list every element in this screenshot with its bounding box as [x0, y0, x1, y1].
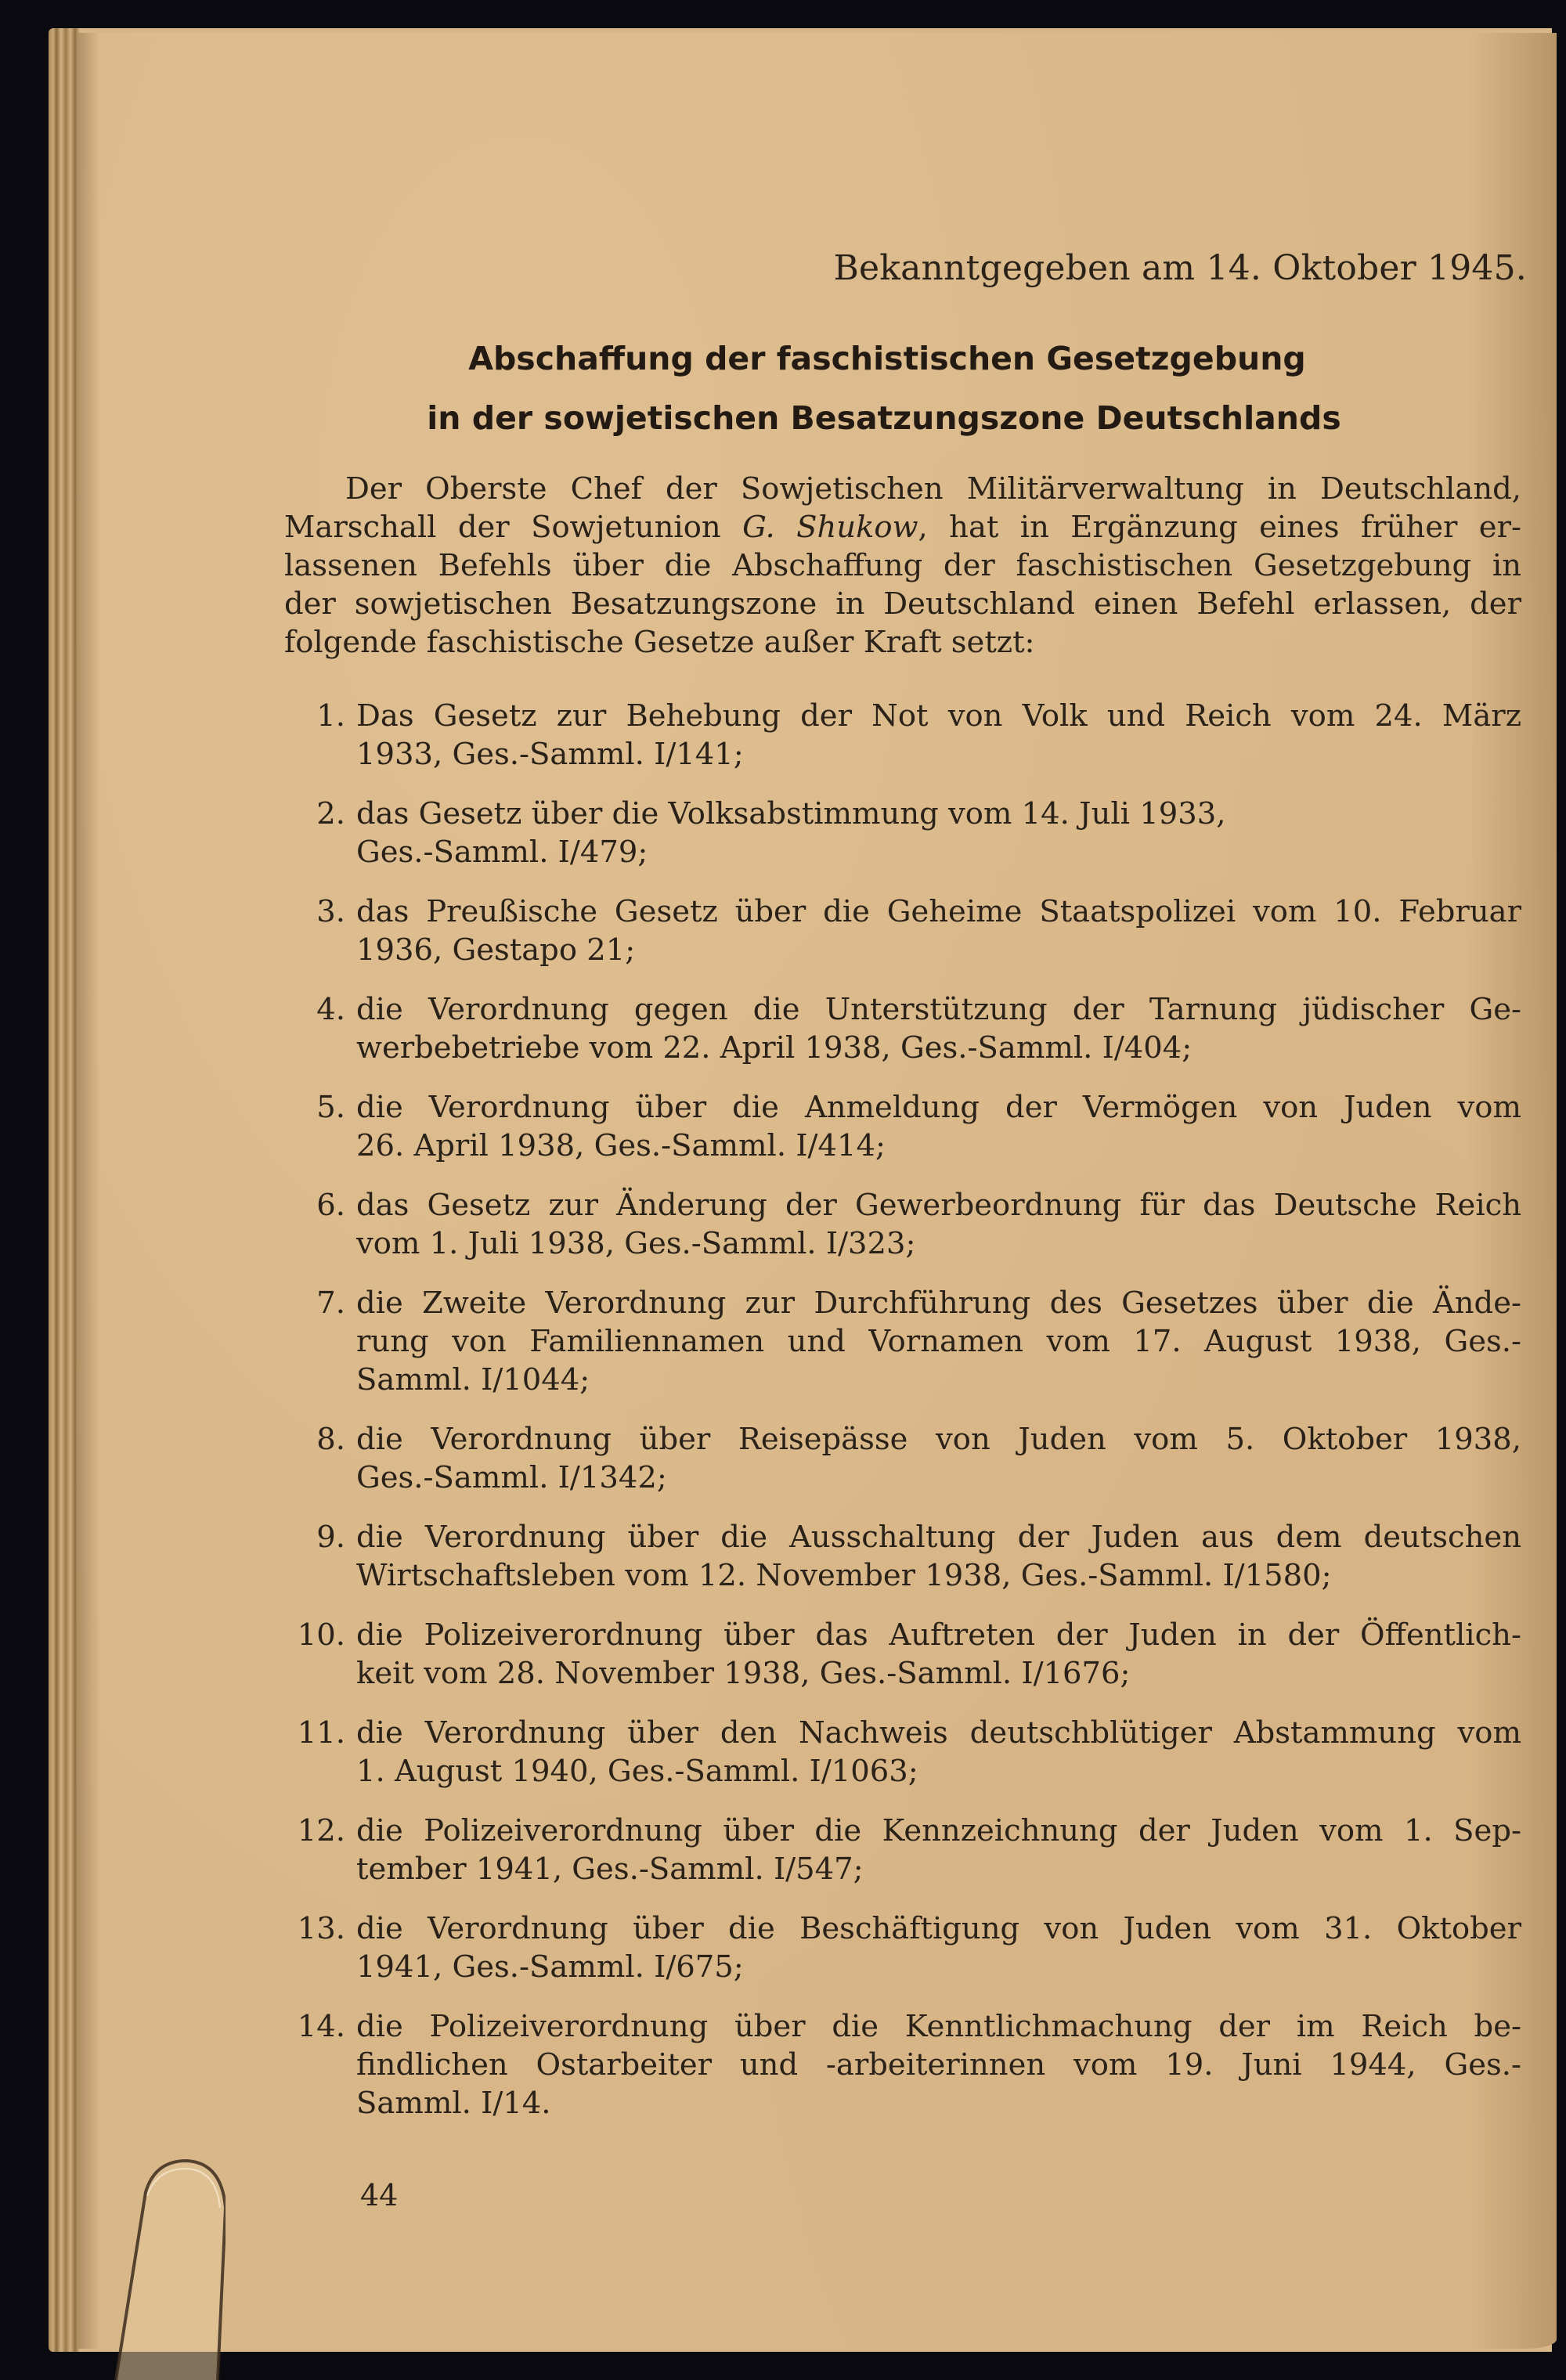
- list-item-number: 9.: [316, 1520, 345, 1555]
- text-line: rung von Familiennamen und Vornamen vom 17. August 1938, Ges.-: [356, 1324, 1521, 1359]
- list-item: [284, 1088, 1521, 1165]
- list-item-text: [356, 892, 1521, 969]
- list-item-number: 10.: [297, 1617, 345, 1653]
- list-item: [284, 1284, 1521, 1399]
- list-item: [284, 1518, 1521, 1595]
- list-item: [284, 1714, 1521, 1790]
- list-item: [284, 1812, 1521, 1888]
- text-line: keit vom 28. November 1938, Ges.-Samml. I/1676;: [356, 1656, 1131, 1691]
- text-line: die Polizeiverordnung über die Kenntlichmachung der im Reich be-: [356, 2009, 1521, 2044]
- list-item: [284, 892, 1521, 969]
- text-line: die Verordnung über die Ausschaltung der Juden aus dem deutschen: [356, 1520, 1521, 1555]
- document-title-line-2: in der sowjetischen Besatzungszone Deutschlands: [427, 399, 1341, 437]
- list-item-number: 1.: [316, 698, 345, 734]
- text-line: das Preußische Gesetz über die Geheime Staatspolizei vom 10. Februar: [356, 894, 1521, 929]
- announcement-date: Bekanntgegeben am 14. Oktober 1945.: [833, 248, 1527, 288]
- list-item-text: [356, 1518, 1521, 1595]
- list-item-number: 5.: [316, 1090, 345, 1125]
- list-item: [284, 990, 1521, 1067]
- list-item-number: 11.: [297, 1715, 345, 1751]
- list-item-number: 8.: [316, 1422, 345, 1457]
- intro-line: folgende faschistische Gesetze außer Kraft setzt:: [284, 625, 1035, 660]
- list-item-number: 2.: [316, 796, 345, 831]
- list-item-text: [356, 1714, 1521, 1790]
- document-title-line-1: Abschaffung der faschistischen Gesetzgebung: [468, 340, 1306, 377]
- text-line: 1936, Gestapo 21;: [356, 932, 636, 968]
- intro-paragraph: [284, 470, 1521, 662]
- text-line: werbebetriebe vom 22. April 1938, Ges.-Samml. I/404;: [356, 1030, 1193, 1066]
- list-item: [284, 697, 1521, 774]
- text-line: das Gesetz über die Volksabstimmung vom 14. Juli 1933,: [356, 796, 1226, 831]
- page-number: 44: [360, 2178, 399, 2212]
- list-item: [284, 1909, 1521, 1986]
- text-line: die Polizeiverordnung über das Auftreten der Juden in der Öffentlich-: [356, 1617, 1521, 1653]
- list-item-number: 12.: [297, 1813, 345, 1848]
- text-line: die Verordnung über die Beschäftigung von Juden vom 31. Oktober: [356, 1911, 1521, 1946]
- list-item-number: 4.: [316, 992, 345, 1027]
- text-line: die Verordnung über die Anmeldung der Vermögen von Juden vom: [356, 1090, 1521, 1125]
- list-item-text: [356, 1909, 1521, 1986]
- list-item-text: [356, 1616, 1521, 1693]
- text-line: die Zweite Verordnung zur Durchführung des Gesetzes über die Ände-: [356, 1286, 1521, 1321]
- list-item-number: 13.: [297, 1911, 345, 1946]
- text-line: die Verordnung über Reisepässe von Juden vom 5. Oktober 1938,: [356, 1422, 1521, 1457]
- spine-shadow: [77, 33, 100, 2349]
- intro-line: lassenen Befehls über die Abschaffung der faschistischen Gesetzgebung in: [284, 548, 1521, 583]
- text-line: findlichen Ostarbeiter und -arbeiterinnen vom 19. Juni 1944, Ges.-: [356, 2047, 1521, 2082]
- text-line: Samml. I/14.: [356, 2086, 551, 2121]
- list-item-number: 3.: [316, 894, 345, 929]
- list-item: [284, 1186, 1521, 1263]
- text-line: vom 1. Juli 1938, Ges.-Samml. I/323;: [356, 1226, 916, 1261]
- list-item-text: [356, 1088, 1521, 1165]
- text-line: Ges.-Samml. I/1342;: [356, 1460, 667, 1495]
- repealed-laws-list: [284, 697, 1521, 2144]
- text-line: 26. April 1938, Ges.-Samml. I/414;: [356, 1128, 886, 1163]
- text-line: 1933, Ges.-Samml. I/141;: [356, 737, 744, 772]
- intro-line: der sowjetischen Besatzungszone in Deutschland einen Befehl erlassen, der: [284, 586, 1521, 622]
- list-item-text: [356, 1812, 1521, 1888]
- list-item-number: 14.: [297, 2009, 345, 2044]
- text-line: die Verordnung gegen die Unterstützung der Tarnung jüdischer Ge-: [356, 992, 1521, 1027]
- marshal-name: G. Shukow: [742, 510, 918, 545]
- text-line: Ges.-Samml. I/479;: [356, 835, 648, 870]
- text-line: 1. August 1940, Ges.-Samml. I/1063;: [356, 1754, 918, 1789]
- text-line: Das Gesetz zur Behebung der Not von Volk und Reich vom 24. März: [356, 698, 1521, 734]
- list-item-text: [356, 1284, 1521, 1399]
- list-item: [284, 1616, 1521, 1693]
- list-item-text: [356, 1186, 1521, 1263]
- intro-line-text: , hat in Ergänzung eines früher er-: [918, 510, 1521, 545]
- intro-line-text: Marschall der Sowjetunion: [284, 510, 743, 545]
- text-line: die Verordnung über den Nachweis deutschblütiger Abstammung vom: [356, 1715, 1521, 1751]
- intro-line: [284, 508, 1521, 546]
- list-item-text: [356, 1420, 1521, 1497]
- text-line: Wirtschaftsleben vom 12. November 1938, Ges.-Samml. I/1580;: [356, 1558, 1332, 1593]
- text-line: 1941, Ges.-Samml. I/675;: [356, 1949, 744, 1985]
- list-item-text: [356, 2007, 1521, 2122]
- list-item-text: [356, 697, 1521, 774]
- text-line: tember 1941, Ges.-Samml. I/547;: [356, 1852, 864, 1887]
- intro-line: Der Oberste Chef der Sowjetischen Militärverwaltung in Deutschland,: [345, 471, 1521, 507]
- list-item: [284, 795, 1521, 871]
- text-line: Samml. I/1044;: [356, 1362, 590, 1397]
- list-item: [284, 1420, 1521, 1497]
- list-item: [284, 2007, 1521, 2122]
- list-item-text: [356, 990, 1521, 1067]
- book-page: [77, 33, 1557, 2349]
- list-item-number: 7.: [316, 1286, 345, 1321]
- list-item-text: [356, 795, 1521, 871]
- list-item-number: 6.: [316, 1188, 345, 1223]
- text-line: das Gesetz zur Änderung der Gewerbeordnung für das Deutsche Reich: [356, 1188, 1521, 1223]
- text-line: die Polizeiverordnung über die Kennzeichnung der Juden vom 1. Sep-: [356, 1813, 1521, 1848]
